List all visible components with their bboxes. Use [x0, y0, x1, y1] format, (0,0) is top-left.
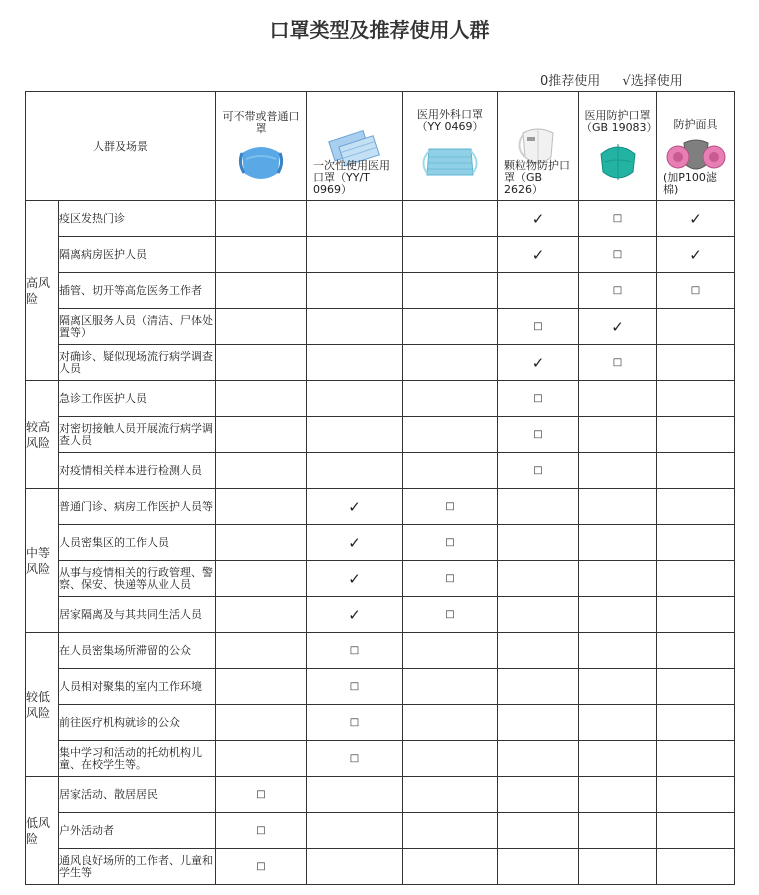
mark-cell-medical-respirator — [579, 669, 657, 705]
mark-cell-fabric — [216, 417, 307, 453]
scene-cell: 居家隔离及与其共同生活人员 — [59, 597, 216, 633]
mark-cell-gas-mask — [657, 597, 735, 633]
mark-cell-disposable: □ — [307, 705, 403, 741]
mark-cell-fabric — [216, 633, 307, 669]
mark-cell-particulate: ✓ — [498, 237, 579, 273]
scene-cell: 从事与疫情相关的行政管理、警察、保安、快递等从业人员 — [59, 561, 216, 597]
mark-cell-surgical — [403, 669, 498, 705]
scene-cell: 通风良好场所的工作者、儿童和学生等 — [59, 849, 216, 885]
table-row — [26, 849, 735, 885]
risk-level-cell: 高风险 — [26, 201, 59, 381]
col-header-disposable — [307, 92, 403, 201]
mark-cell-gas-mask — [657, 777, 735, 813]
mark-cell-surgical — [403, 633, 498, 669]
mark-cell-gas-mask — [657, 453, 735, 489]
scene-cell: 居家活动、散居居民 — [59, 777, 216, 813]
mark-cell-disposable — [307, 381, 403, 417]
mark-cell-surgical — [403, 849, 498, 885]
mark-cell-fabric — [216, 669, 307, 705]
mark-cell-surgical: □ — [403, 525, 498, 561]
mark-cell-particulate — [498, 273, 579, 309]
mark-cell-particulate: □ — [498, 453, 579, 489]
mark-cell-gas-mask: □ — [657, 273, 735, 309]
mark-cell-surgical: □ — [403, 489, 498, 525]
mark-cell-disposable — [307, 849, 403, 885]
mark-cell-medical-respirator: □ — [579, 345, 657, 381]
mark-cell-gas-mask — [657, 669, 735, 705]
mark-cell-medical-respirator — [579, 561, 657, 597]
col-header-surgical — [403, 92, 498, 201]
table-row — [26, 381, 735, 417]
col-label: 一次性使用医用口罩（YY/T 0969） — [313, 159, 390, 196]
mask-recommendation-table — [25, 91, 735, 885]
col-sublabel: (加P100滤棉) — [663, 171, 717, 196]
legend — [540, 70, 701, 89]
scene-cell: 对疫情相关样本进行检测人员 — [59, 453, 216, 489]
mark-cell-fabric — [216, 201, 307, 237]
mark-cell-fabric — [216, 453, 307, 489]
mark-cell-gas-mask — [657, 705, 735, 741]
mark-cell-gas-mask — [657, 633, 735, 669]
mark-cell-particulate — [498, 849, 579, 885]
mark-cell-disposable: □ — [307, 633, 403, 669]
mark-cell-gas-mask: ✓ — [657, 201, 735, 237]
mark-cell-fabric: □ — [216, 813, 307, 849]
mark-cell-gas-mask — [657, 561, 735, 597]
risk-level-cell: 较高风险 — [26, 381, 59, 489]
mark-cell-medical-respirator — [579, 381, 657, 417]
table-row — [26, 597, 735, 633]
legend-optional: √选择使用 — [622, 74, 683, 89]
mark-cell-fabric — [216, 705, 307, 741]
mark-cell-surgical: □ — [403, 561, 498, 597]
mark-cell-medical-respirator — [579, 705, 657, 741]
scene-cell: 插管、切开等高危医务工作者 — [59, 273, 216, 309]
mark-cell-disposable — [307, 237, 403, 273]
scene-cell: 隔离病房医护人员 — [59, 237, 216, 273]
fabric-mask-icon — [236, 139, 286, 185]
mark-cell-medical-respirator: □ — [579, 201, 657, 237]
mark-cell-gas-mask — [657, 417, 735, 453]
mark-cell-particulate — [498, 597, 579, 633]
mark-cell-medical-respirator: ✓ — [579, 309, 657, 345]
risk-level-cell: 低风险 — [26, 777, 59, 885]
mark-cell-surgical — [403, 345, 498, 381]
scene-cell: 隔离区服务人员（清洁、尸体处置等） — [59, 309, 216, 345]
col-label: 颗粒物防护口罩（GB 2626） — [504, 159, 570, 196]
mark-cell-gas-mask — [657, 489, 735, 525]
risk-level-cell: 较低风险 — [26, 633, 59, 777]
mark-cell-particulate — [498, 741, 579, 777]
mark-cell-disposable: ✓ — [307, 525, 403, 561]
mark-cell-medical-respirator: □ — [579, 273, 657, 309]
mark-cell-gas-mask — [657, 813, 735, 849]
table-row — [26, 633, 735, 669]
mark-cell-fabric: □ — [216, 849, 307, 885]
mark-cell-particulate — [498, 489, 579, 525]
mark-cell-particulate: □ — [498, 381, 579, 417]
col-label: 可不带或普通口罩 — [222, 109, 300, 135]
table-row — [26, 201, 735, 237]
col-header-medical-respirator — [579, 92, 657, 201]
mark-cell-particulate — [498, 561, 579, 597]
scene-cell: 人员密集区的工作人员 — [59, 525, 216, 561]
mark-cell-fabric — [216, 597, 307, 633]
header-row — [26, 92, 735, 201]
mark-cell-fabric — [216, 489, 307, 525]
col-label: 医用外科口罩（YY 0469） — [416, 107, 484, 133]
mark-cell-medical-respirator — [579, 489, 657, 525]
table-row — [26, 813, 735, 849]
scene-cell: 前往医疗机构就诊的公众 — [59, 705, 216, 741]
mark-cell-particulate — [498, 633, 579, 669]
mark-cell-fabric — [216, 309, 307, 345]
mark-cell-particulate: ✓ — [498, 201, 579, 237]
mark-cell-disposable: ✓ — [307, 597, 403, 633]
col-header-particulate — [498, 92, 579, 201]
mark-cell-disposable — [307, 813, 403, 849]
mark-cell-fabric — [216, 525, 307, 561]
mark-cell-medical-respirator — [579, 777, 657, 813]
table-row — [26, 273, 735, 309]
mark-cell-particulate — [498, 705, 579, 741]
table-row — [26, 777, 735, 813]
mark-cell-surgical — [403, 417, 498, 453]
mark-cell-gas-mask — [657, 345, 735, 381]
mark-cell-disposable — [307, 201, 403, 237]
mark-cell-fabric — [216, 345, 307, 381]
mark-cell-gas-mask — [657, 381, 735, 417]
table-row — [26, 417, 735, 453]
mark-cell-medical-respirator — [579, 525, 657, 561]
mark-cell-fabric — [216, 381, 307, 417]
mark-cell-medical-respirator — [579, 813, 657, 849]
table-row — [26, 453, 735, 489]
mark-cell-particulate: □ — [498, 417, 579, 453]
mark-cell-surgical — [403, 705, 498, 741]
scene-cell: 集中学习和活动的托幼机构儿童、在校学生等。 — [59, 741, 216, 777]
table-row — [26, 741, 735, 777]
mark-cell-disposable — [307, 273, 403, 309]
mark-cell-surgical — [403, 453, 498, 489]
scene-cell: 人员相对聚集的室内工作环境 — [59, 669, 216, 705]
scene-cell: 普通门诊、病房工作医护人员等 — [59, 489, 216, 525]
mark-cell-disposable — [307, 309, 403, 345]
mark-cell-particulate — [498, 525, 579, 561]
mark-cell-medical-respirator — [579, 597, 657, 633]
mark-cell-particulate — [498, 777, 579, 813]
scene-cell: 疫区发热门诊 — [59, 201, 216, 237]
mark-cell-medical-respirator — [579, 417, 657, 453]
medical-respirator-icon — [593, 138, 643, 186]
mark-cell-gas-mask: ✓ — [657, 237, 735, 273]
table-row — [26, 309, 735, 345]
mark-cell-gas-mask — [657, 741, 735, 777]
mark-cell-gas-mask — [657, 849, 735, 885]
mark-cell-particulate — [498, 669, 579, 705]
mark-cell-particulate: □ — [498, 309, 579, 345]
scene-cell: 对确诊、疑似现场流行病学调查人员 — [59, 345, 216, 381]
col-label: 医用防护口罩（GB 19083） — [581, 108, 658, 134]
table-row — [26, 525, 735, 561]
mark-cell-gas-mask — [657, 525, 735, 561]
mark-cell-fabric: □ — [216, 777, 307, 813]
mark-cell-surgical — [403, 741, 498, 777]
scene-cell: 急诊工作医护人员 — [59, 381, 216, 417]
table-row — [26, 489, 735, 525]
mark-cell-surgical — [403, 813, 498, 849]
mark-cell-disposable — [307, 453, 403, 489]
mark-cell-gas-mask — [657, 309, 735, 345]
mark-cell-medical-respirator — [579, 741, 657, 777]
mark-cell-disposable — [307, 417, 403, 453]
mark-cell-medical-respirator — [579, 453, 657, 489]
mark-cell-medical-respirator — [579, 633, 657, 669]
table-body — [26, 201, 735, 885]
col-label: 防护面具 — [673, 117, 718, 131]
legend-recommended: 0推荐使用 — [540, 74, 601, 89]
mark-cell-surgical — [403, 309, 498, 345]
table-row — [26, 669, 735, 705]
mark-cell-surgical — [403, 381, 498, 417]
mark-cell-particulate: ✓ — [498, 345, 579, 381]
col-header-fabric — [216, 92, 307, 201]
scene-cell: 对密切接触人员开展流行病学调查人员 — [59, 417, 216, 453]
mark-cell-surgical — [403, 201, 498, 237]
scene-header: 人群及场景 — [26, 92, 216, 201]
scene-cell: 在人员密集场所滞留的公众 — [59, 633, 216, 669]
mark-cell-surgical — [403, 237, 498, 273]
table-row — [26, 561, 735, 597]
mark-cell-disposable: ✓ — [307, 561, 403, 597]
mark-cell-disposable: □ — [307, 741, 403, 777]
table-row — [26, 705, 735, 741]
mark-cell-particulate — [498, 813, 579, 849]
mark-cell-surgical: □ — [403, 597, 498, 633]
mark-cell-disposable — [307, 345, 403, 381]
scene-cell: 户外活动者 — [59, 813, 216, 849]
mark-cell-fabric — [216, 273, 307, 309]
mark-cell-fabric — [216, 237, 307, 273]
table-row — [26, 345, 735, 381]
mark-cell-medical-respirator — [579, 849, 657, 885]
page-title: 口罩类型及推荐使用人群 — [269, 18, 490, 42]
risk-level-cell: 中等风险 — [26, 489, 59, 633]
mark-cell-disposable: □ — [307, 669, 403, 705]
mark-cell-fabric — [216, 741, 307, 777]
mark-cell-disposable — [307, 777, 403, 813]
mark-cell-fabric — [216, 561, 307, 597]
mark-cell-surgical — [403, 273, 498, 309]
surgical-mask-icon — [419, 137, 481, 187]
col-header-gas-mask — [657, 92, 735, 201]
mark-cell-surgical — [403, 777, 498, 813]
mark-cell-medical-respirator: □ — [579, 237, 657, 273]
mark-cell-disposable: ✓ — [307, 489, 403, 525]
table-row — [26, 237, 735, 273]
